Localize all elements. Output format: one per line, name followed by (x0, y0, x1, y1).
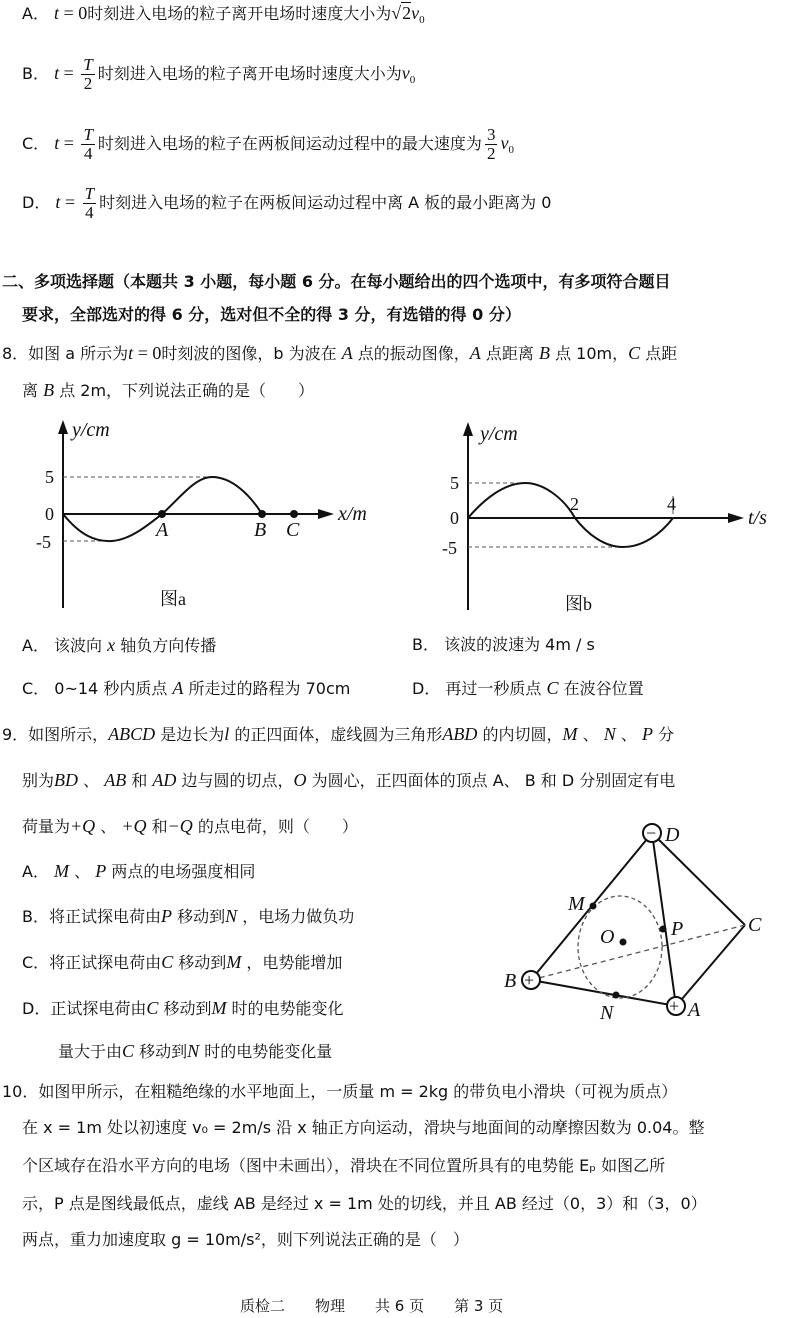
label-b: B (504, 970, 517, 992)
fig-a-label-c: C (286, 519, 300, 541)
q10-stem-line4: 示，P 点是图线最低点，虚线 AB 是经过 x = 1m 处的切线，并且 AB 经过（0，3）和（3，0） (22, 1194, 707, 1213)
q9-option-a: A． M 、 P 两点的电场强度相同 (22, 861, 256, 881)
q10-stem-line5: 两点，重力加速度取 g = 10m/s²，则下列说法正确的是（ ） (22, 1230, 469, 1249)
page-footer: 质检二 物理 共 6 页 第 3 页 (240, 1297, 504, 1315)
fig-a-label-a: A (156, 519, 169, 541)
fig-a-x-arrow (318, 509, 334, 519)
q8-option-d: D． 再过一秒质点 C 在波谷位置 (412, 678, 644, 698)
fig-a-point-a (158, 510, 166, 518)
label-c: C (748, 914, 762, 936)
q9-stem-line3: 荷量为+Q 、 +Q 和−Q 的点电荷，则（ ） (22, 816, 358, 836)
fig-b-tick-m5: -5 (442, 538, 457, 558)
q8-option-a: A． 该波向 x 轴负方向传播 (22, 635, 217, 655)
fig-a-caption: 图a (160, 589, 186, 609)
q8-stem-line1: 8．如图 a 所示为t = 0时刻波的图像，b 为波在 A 点的振动图像，A 点距离 B 点 10m，C 点距 (2, 343, 678, 363)
fraction-t-over-4: $\frac{T}{4}$ (83, 125, 93, 163)
q8-stem-line2: 离 B 点 2m，下列说法正确的是（ ） (22, 380, 315, 400)
fig-b-x-arrow (728, 513, 744, 523)
point-p (660, 926, 667, 933)
q9-option-c: C．将正试探电荷由C 移动到M ，电势能增加 (22, 952, 343, 972)
q7-option-b: B． t = $\frac{T}{2}$ 时刻进入电场的粒子离开电场时速度大小为$v_0$ (22, 55, 416, 93)
q8-option-b: B． 该波的波速为 4m / s (412, 635, 595, 654)
q7-option-a: A． t = 0时刻进入电场的粒子离开电场时速度大小为$√2v_0$ (22, 3, 425, 27)
label-a: A (688, 999, 701, 1021)
edge-dc (652, 833, 745, 925)
label-o: O (600, 926, 615, 948)
q9-option-d-line2: 量大于由C 移动到N 时的电势能变化量 (58, 1041, 333, 1061)
fig-a-tick-0: 0 (45, 504, 54, 524)
figure-a-wave-graph (0, 410, 400, 620)
fig-b-tick-5: 5 (450, 473, 459, 493)
fig-b-caption: 图b (565, 594, 592, 614)
fig-a-label-b: B (254, 519, 267, 541)
q10-stem-line1: 10．如图甲所示，在粗糙绝缘的水平地面上，一质量 m = 2kg 的带负电小滑块（可视为质点） (2, 1082, 678, 1101)
fig-b-tick-0: 0 (450, 508, 459, 528)
fig-a-point-b (258, 510, 266, 518)
edge-bc-hidden (531, 925, 745, 980)
fig-b-tick-4: 4 (667, 494, 676, 514)
edge-ac (676, 925, 745, 1006)
point-n (613, 992, 620, 999)
charge-d-sign: − (646, 823, 657, 843)
fig-b-ylabel: y/cm (480, 423, 518, 445)
fig-a-ylabel: y/cm (72, 419, 110, 441)
charge-b-sign: + (524, 970, 535, 990)
label-d: D (665, 824, 680, 846)
q9-option-b: B．将正试探电荷由P 移动到N ，电场力做负功 (22, 906, 355, 926)
q9-stem-line2: 别为BD 、 AB 和 AD 边与圆的切点，O 为圆心，正四面体的顶点 A、 B 和 D 分别固定有电 (22, 770, 676, 790)
fraction-3-over-2: $\frac{3}{2}$ (486, 125, 496, 163)
fig-a-xlabel: x/m (338, 503, 367, 525)
label-n: N (600, 1002, 614, 1024)
fig-a-point-c (290, 510, 298, 518)
tetrahedron-figure (490, 815, 790, 1025)
fig-a-tick-m5: -5 (36, 532, 51, 552)
q7-option-d: D． t = $\frac{T}{4}$ 时刻进入电场的粒子在两板间运动过程中离 A 板的最小距离为 0 (22, 184, 552, 222)
fraction-t-over-4-d: $\frac{T}{4}$ (84, 184, 95, 222)
fig-b-y-arrow (463, 422, 473, 436)
point-o (620, 939, 627, 946)
charge-a-sign: + (669, 996, 680, 1016)
label-m: M (568, 893, 585, 915)
point-m (590, 903, 597, 910)
q10-stem-line3: 个区域存在沿水平方向的电场（图中未画出），滑块在不同位置所具有的电势能 Eₚ 如图乙所 (22, 1156, 666, 1175)
fig-a-tick-5: 5 (45, 467, 54, 487)
fig-a-y-arrow (58, 420, 68, 434)
label-p: P (671, 918, 684, 940)
q9-option-d-line1: D．正试探电荷由C 移动到M 时的电势能变化 (22, 998, 344, 1018)
fraction-t-over-2: $\frac{T}{2}$ (83, 55, 93, 93)
fig-b-xlabel: t/s (748, 507, 767, 529)
q9-stem-line1: 9．如图所示，ABCD 是边长为l 的正四面体，虚线圆为三角形ABD 的内切圆，M 、 N 、 P 分 (2, 724, 675, 744)
fig-b-tick-2: 2 (570, 494, 579, 514)
section-2-heading-line1: 二、多项选择题（本题共 3 小题，每小题 6 分。在每小题给出的四个选项中，有多项符合题目 (2, 272, 671, 291)
incircle-abd (578, 896, 662, 998)
figure-b-vibration-graph (420, 410, 800, 620)
q10-stem-line2: 在 x = 1m 处以初速度 v₀ = 2m/s 沿 x 轴正方向运动，滑块与地面间的动摩擦因数为 0.04。整 (22, 1118, 705, 1137)
fig-b-vibration-curve (468, 483, 673, 547)
q8-option-c: C． 0~14 秒内质点 A 所走过的路程为 70cm (22, 678, 351, 698)
section-2-heading-line2: 要求，全部选对的得 6 分，选对但不全的得 3 分，有选错的得 0 分） (22, 305, 521, 324)
q7-option-c: C． t = $\frac{T}{4}$ 时刻进入电场的粒子在两板间运动过程中的最大速度为 $\frac{3}{2}$ $v_0$ (22, 125, 514, 163)
